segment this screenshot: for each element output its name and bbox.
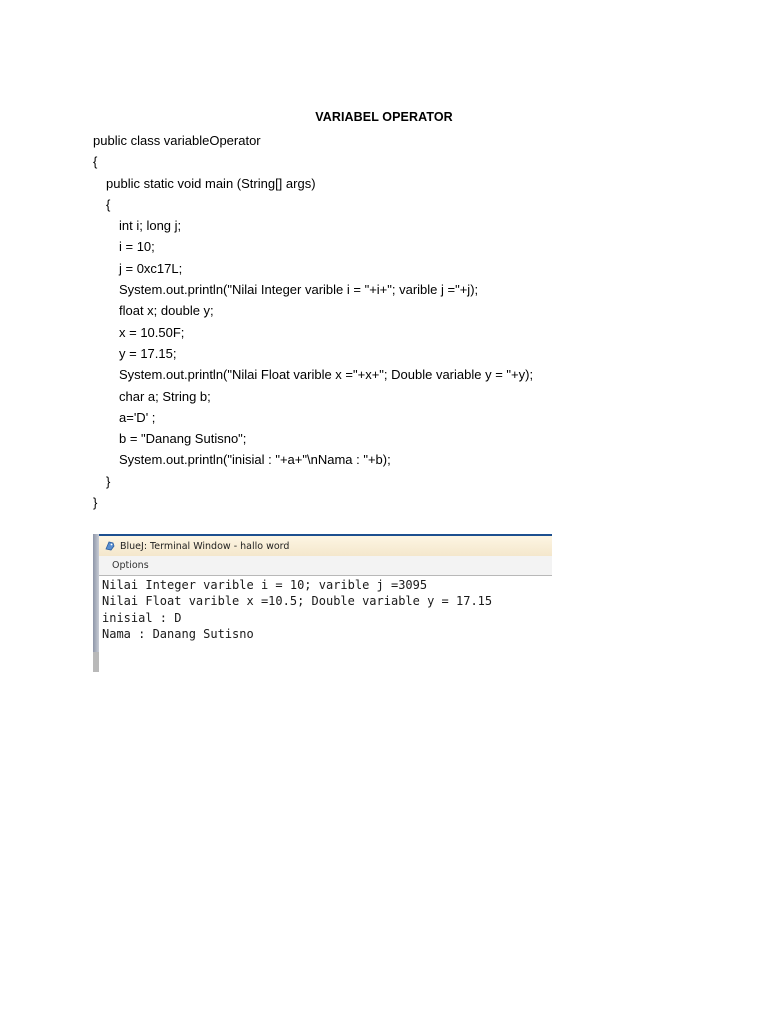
terminal-titlebar[interactable] <box>99 534 552 556</box>
code-line: public class variableOperator <box>93 133 261 148</box>
bluej-icon <box>104 540 116 552</box>
output-line: inisial : D <box>102 610 182 625</box>
code-line: System.out.println("inisial : "+a+"\nNama : "+b); <box>119 452 391 468</box>
code-line: } <box>106 473 111 489</box>
output-line: Nama : Danang Sutisno <box>102 626 254 641</box>
terminal-window-screenshot <box>93 534 552 672</box>
code-line: System.out.println("Nilai Integer varible i = "+i+"; varible j ="+j); <box>119 282 479 298</box>
code-line: float x; double y; <box>119 303 214 319</box>
code-line: y = 17.15; <box>119 345 177 361</box>
code-line: x = 10.50F; <box>119 324 185 340</box>
code-line: int i; long j; <box>119 218 182 234</box>
code-line: i = 10; <box>119 239 155 255</box>
code-line: { <box>106 196 111 212</box>
code-line: } <box>93 495 98 511</box>
code-line: { <box>93 154 98 170</box>
window-edge <box>93 652 99 672</box>
terminal-menubar <box>99 556 552 576</box>
menu-options[interactable]: Options <box>112 560 149 571</box>
code-line: a='D' ; <box>119 409 156 425</box>
code-line: System.out.println("Nilai Float varible x ="+x+"; Double variable y = "+y); <box>119 367 534 383</box>
code-line: j = 0xc17L; <box>119 260 183 276</box>
code-block <box>93 130 533 513</box>
page-title: VARIABEL OPERATOR <box>315 110 453 124</box>
terminal-output <box>102 577 492 642</box>
output-line: Nilai Float varible x =10.5; Double variable y = 17.15 <box>102 594 493 609</box>
code-line: public static void main (String[] args) <box>106 175 316 191</box>
code-line: char a; String b; <box>119 388 211 404</box>
code-line: b = "Danang Sutisno"; <box>119 431 247 447</box>
output-line: Nilai Integer varible i = 10; varible j =3095 <box>102 578 428 592</box>
terminal-window-title: BlueJ: Terminal Window - hallo word <box>120 540 290 552</box>
